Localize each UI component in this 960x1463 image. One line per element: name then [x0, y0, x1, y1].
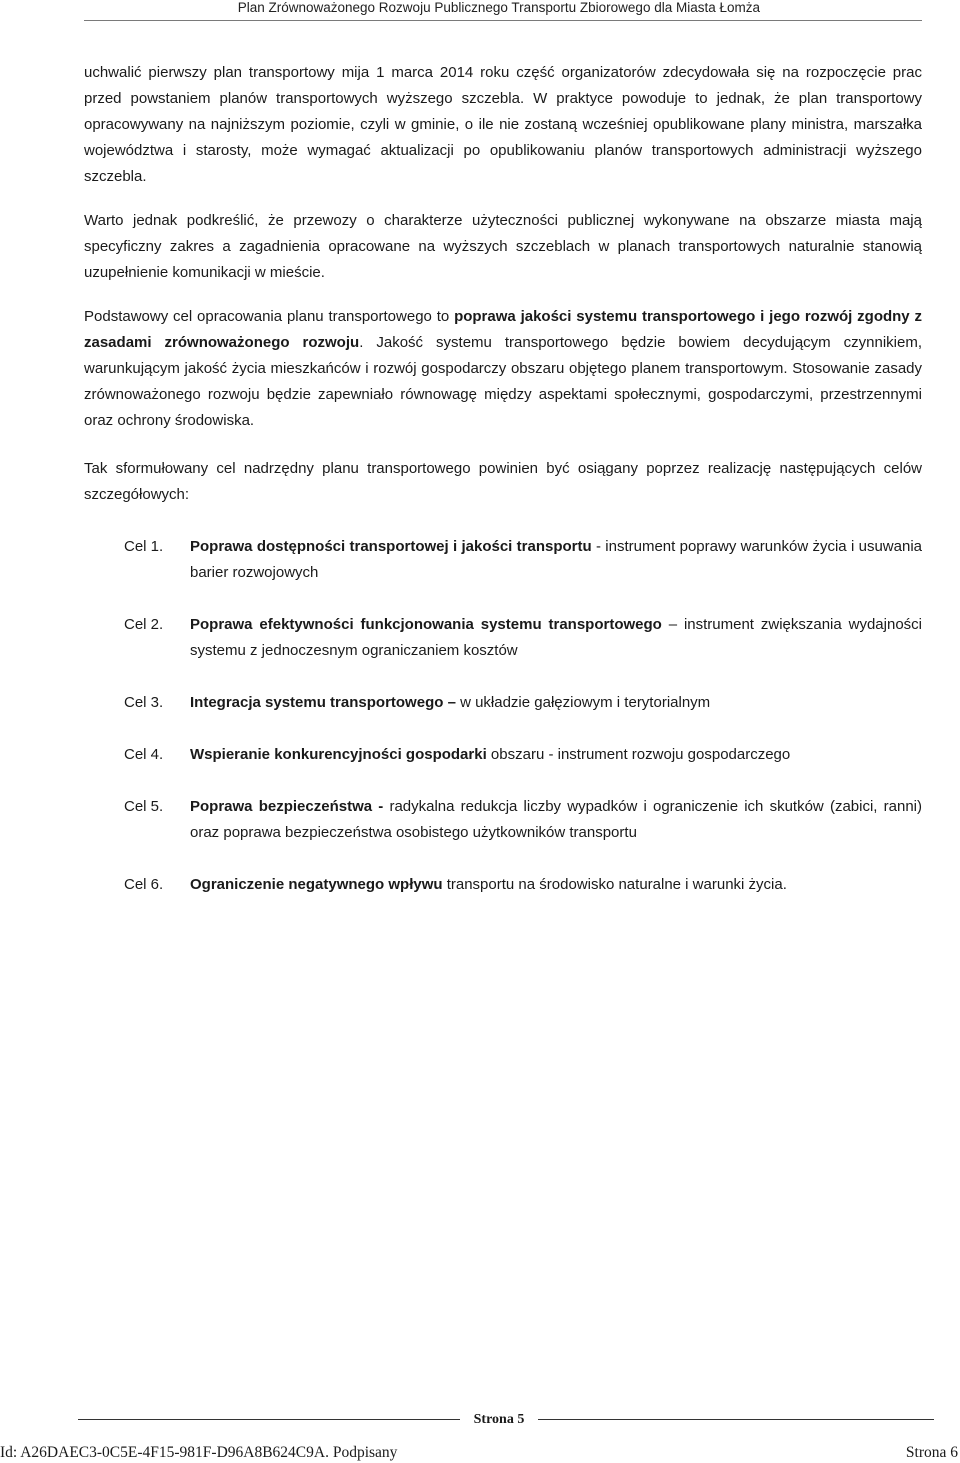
- goal-description: radykalna redukcja liczby wypadków i ograniczenie ich skutków (zabici, ranni) oraz poprawa bezpieczeństwa osobistego użytkowników transportu: [190, 798, 922, 841]
- goal-number: Cel 2.: [124, 616, 164, 633]
- goal-description: w układzie gałęziowym i terytorialnym: [455, 694, 711, 711]
- paragraph-3: [84, 304, 922, 434]
- goal-number: Cel 6.: [124, 876, 164, 893]
- paragraph-1: [84, 60, 922, 190]
- goal-number: Cel 5.: [124, 798, 164, 815]
- goal-text: [190, 612, 922, 664]
- paragraph-4: Tak sformułowany cel nadrzędny planu transportowego powinien być osiągany poprzez realizację następujących celów szczegółowych:: [84, 460, 922, 503]
- goal-item: [84, 872, 922, 898]
- goal-description: – instrument zwiększania wydajności systemu z jednoczesnym ograniczaniem kosztów: [190, 616, 922, 659]
- goal-item: [84, 612, 922, 664]
- goal-description: obszaru - instrument rozwoju gospodarczego: [486, 746, 791, 763]
- goal-number: Cel 3.: [124, 694, 164, 711]
- paragraph-1-part-b: W praktyce powoduje to jednak, że plan transportowy opracowywany na najniższym poziomie, czyli w gminie, o ile nie zostaną wcześniej opublikowane plany ministra, marszałka województwa i starosty, może wymagać aktualizacji po opublikowaniu planów transportowych administracji wyższego szczebla.: [84, 90, 923, 185]
- goal-title: Poprawa efektywności funkcjonowania systemu transportowego: [190, 616, 662, 633]
- header-divider: [84, 20, 922, 21]
- goal-title: Poprawa bezpieczeństwa -: [190, 798, 384, 815]
- paragraph-3-part-c: . Jakość systemu transportowego będzie bowiem decydującym czynnikiem, warunkującym jakość życia mieszkańców i rozwój gospodarczy obszaru objętego planem transportowym. Stosowanie zasady zrównoważonego rozwoju będzie zapewniało równowagę między aspektami społecznymi, gospodarczymi, przestrzennymi oraz ochrony środowiska.: [84, 334, 922, 429]
- paragraph-2: Warto jednak podkreślić, że przewozy o charakterze użyteczności publicznej wykonywane na obszarze miasta mają specyficzny zakres a zagadnienia opracowane na wyższych szczeblach w planach transportowych naturalnie stanowią uzupełnienie komunikacji w mieście.: [84, 212, 922, 281]
- goal-title: Ograniczenie negatywnego wpływu: [190, 876, 443, 893]
- document-body: [84, 60, 922, 924]
- goal-title: Integracja systemu transportowego –: [190, 694, 456, 711]
- viewer-page-label: Strona 6: [905, 1444, 958, 1461]
- goal-title: Wspieranie konkurencyjności gospodarki: [190, 746, 487, 763]
- goals-list: [84, 534, 922, 898]
- goal-text: [190, 690, 922, 716]
- paragraph-3-bold: poprawa jakości systemu transportowego i jego rozwój zgodny z zasadami zrównoważonego rozwoju: [84, 308, 922, 351]
- goal-text: [190, 534, 922, 586]
- goal-item: [84, 742, 922, 768]
- running-header: Plan Zrównoważonego Rozwoju Publicznego Transportu Zbiorowego dla Miasta Łomża: [237, 0, 760, 15]
- paragraph-1-part-a: uchwalić pierwszy plan transportowy mija 1 marca 2014 roku część organizatorów zdecydowała się na rozpoczęcie prac przed powstaniem planów transportowych wyższego szczebla.: [84, 64, 922, 107]
- goal-description: transportu na środowisko naturalne i warunki życia.: [442, 876, 787, 893]
- goal-item: [84, 690, 922, 716]
- paragraph-3-part-a: Podstawowy cel opracowania planu transportowego to: [84, 308, 455, 325]
- goal-text: [190, 742, 922, 768]
- goal-item: [84, 794, 922, 846]
- goal-text: [190, 872, 922, 898]
- goal-number: Cel 4.: [124, 746, 164, 763]
- goal-text: [190, 794, 922, 846]
- goal-number: Cel 1.: [124, 538, 164, 555]
- goal-description: - instrument poprawy warunków życia i usuwania barier rozwojowych: [190, 538, 922, 581]
- goal-item: [84, 534, 922, 586]
- goal-title: Poprawa dostępności transportowej i jakości transportu: [190, 538, 592, 555]
- document-id-line: Id: A26DAEC3-0C5E-4F15-981F-D96A8B624C9A. Podpisany: [0, 1444, 398, 1461]
- page-number: Strona 5: [460, 1410, 538, 1430]
